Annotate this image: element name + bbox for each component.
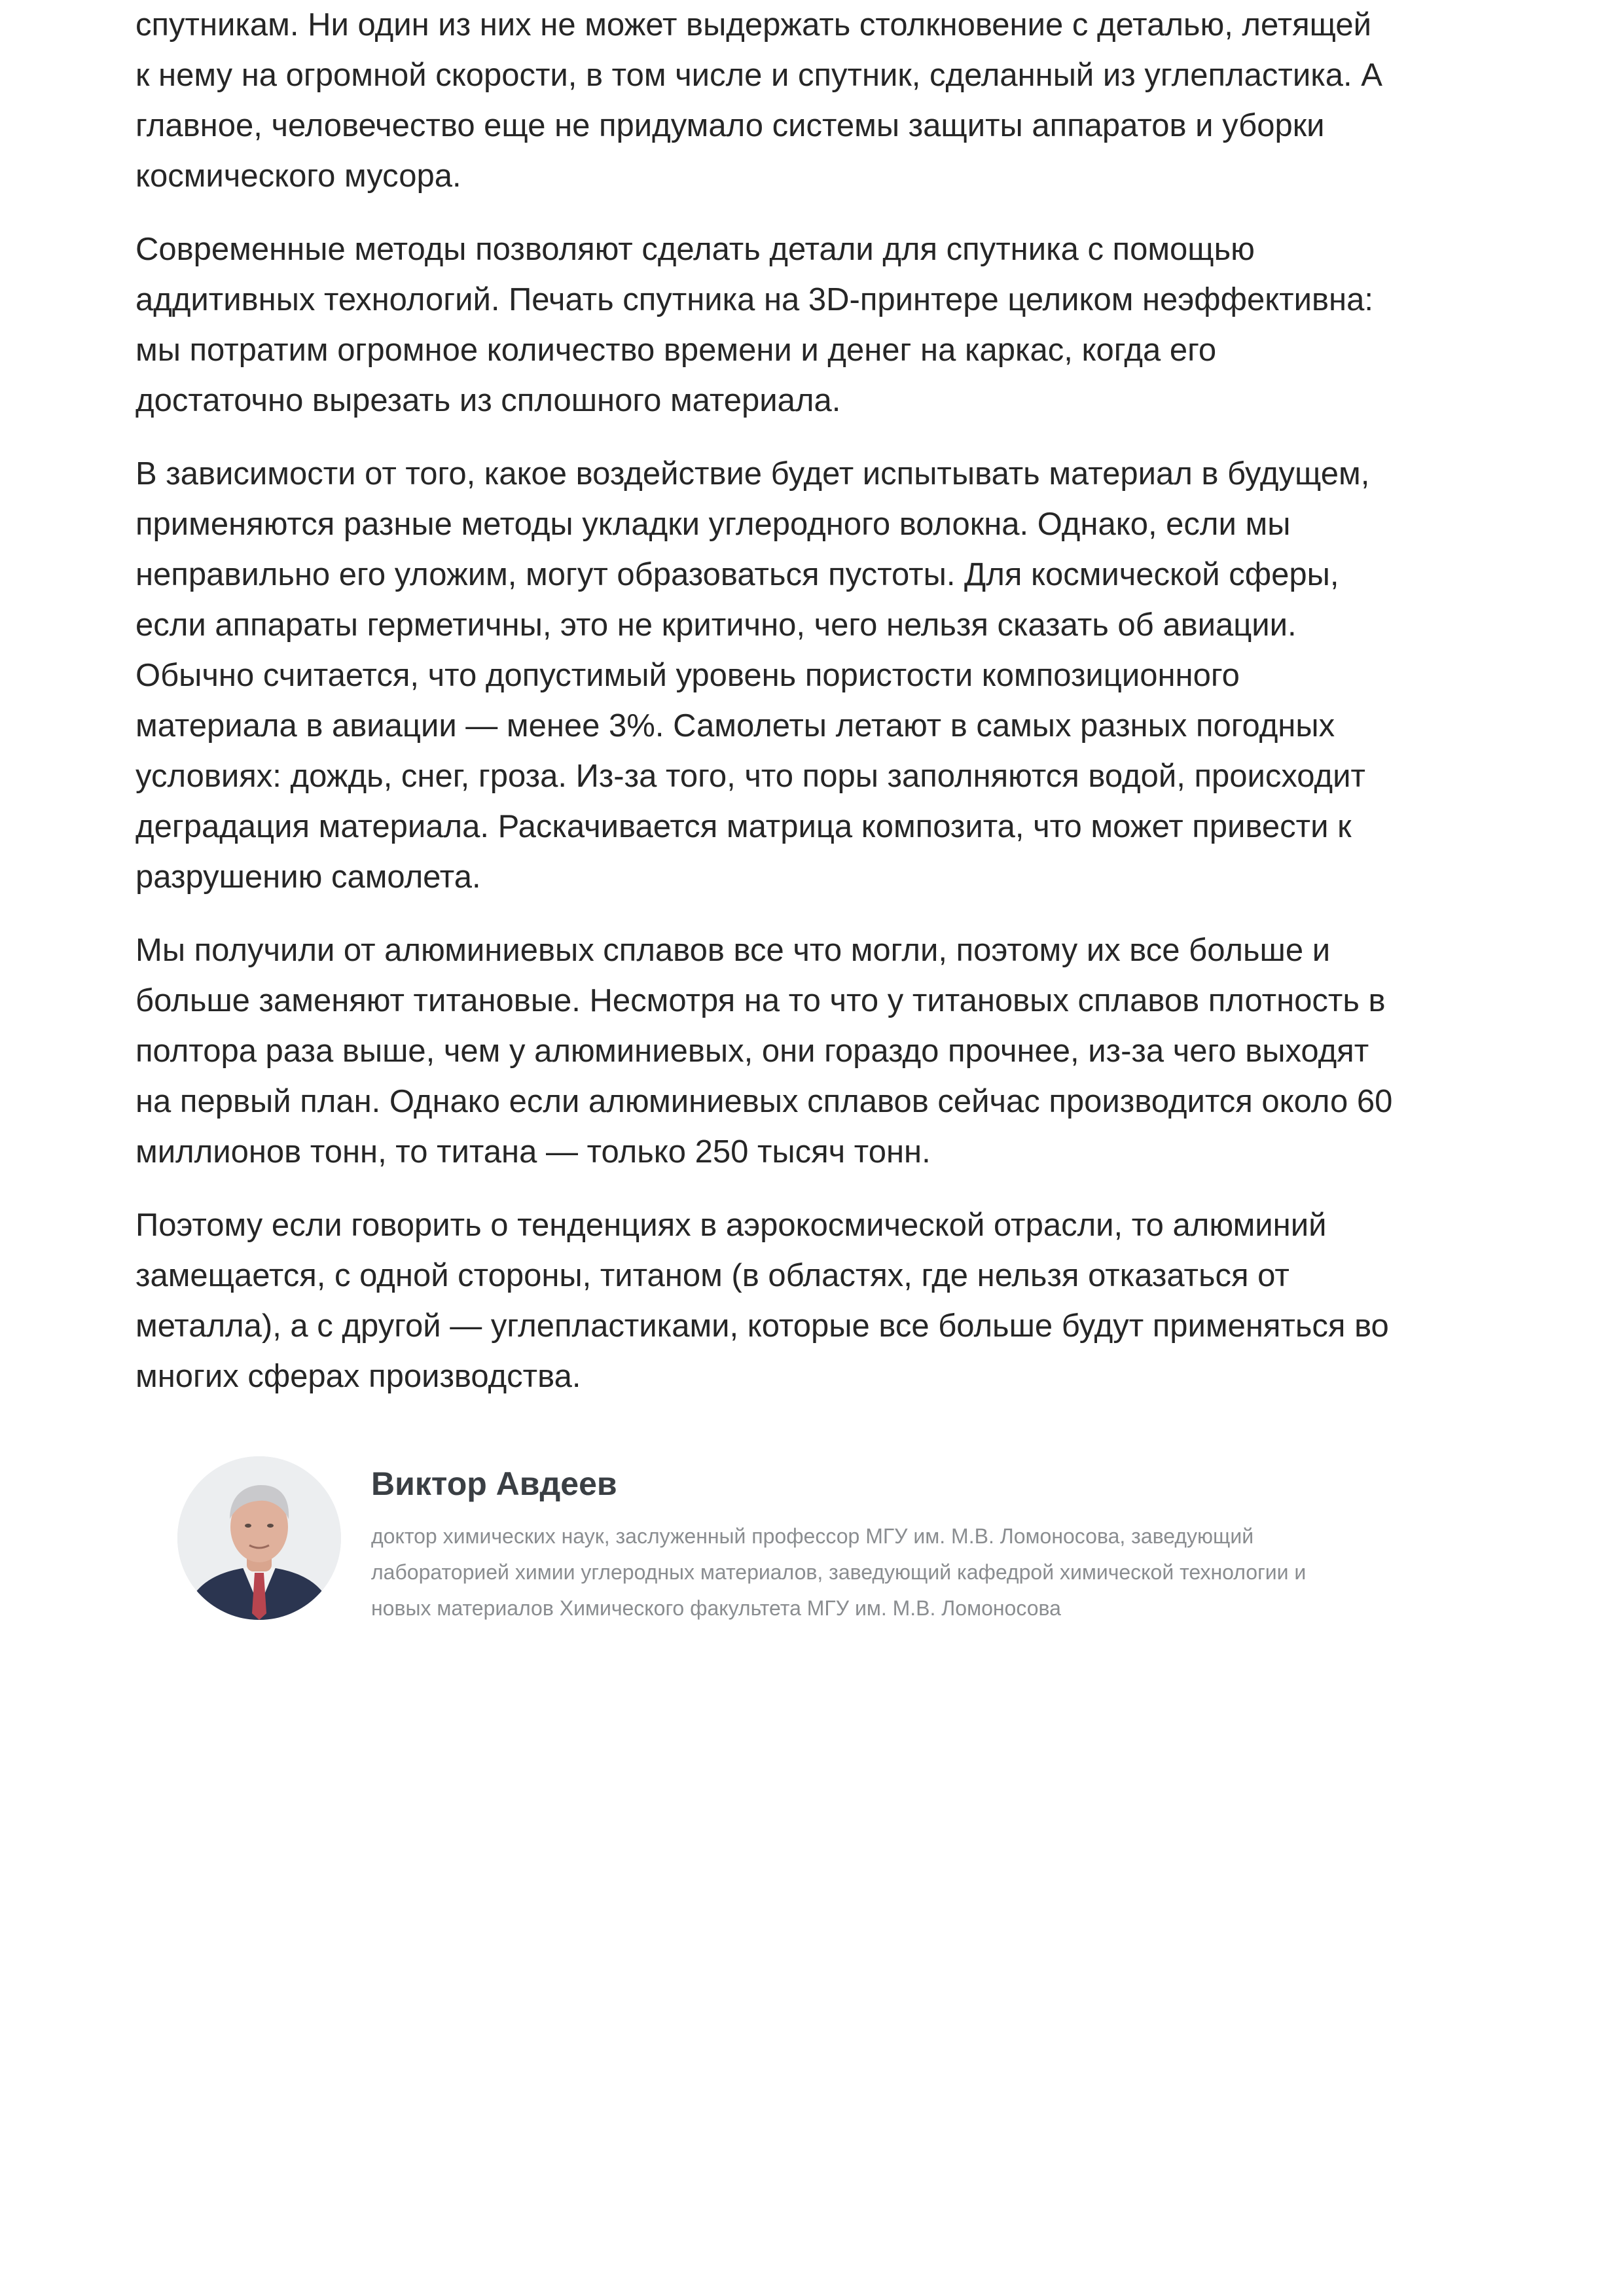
article-paragraph: Мы получили от алюминиевых сплавов все что могли, поэтому их все больше и больше заменяют титановые. Несмотря на то что у титановых сплавов плотность в полтора раза выше, чем у алюминиевых, они гораздо прочнее, из-за чего выходят на первый план. Однако если алюминиевых сплавов сейчас производится около 60 миллионов тонн, то титана — только 250 тысяч тонн. [135, 933, 1393, 1170]
avatar [177, 1456, 341, 1620]
author-bio: доктор химических наук, заслуженный профессор МГУ им. М.В. Ломоносова, заведующий лабораторией химии углеродных материалов, заведующий кафедрой химической технологии и новых материалов Химического факультета МГУ им. М.В. Ломоносова [371, 1524, 1307, 1620]
author-card [177, 1456, 1421, 1626]
person-portrait-icon [177, 1456, 341, 1620]
article-paragraph: Поэтому если говорить о тенденциях в аэрокосмической отрасли, то алюминий замещается, с одной стороны, титаном (в областях, где нельзя отказаться от металла), а с другой — углепластиками, которые все больше будут применяться во многих сферах производства. [135, 1208, 1389, 1394]
article-paragraph: спутникам. Ни один из них не может выдержать столкновение с деталью, летящей к нему на огромной скорости, в том числе и спутник, сделанный из углепластика. А главное, человечество еще не придумало системы защиты аппаратов и уборки космического мусора. [135, 7, 1382, 194]
article-paragraph: Современные методы позволяют сделать детали для спутника с помощью аддитивных технологий. Печать спутника на 3D-принтере целиком неэффективна: мы потратим огромное количество времени и денег на каркас, когда его достаточно вырезать из сплошного материала. [135, 232, 1373, 418]
author-name: Виктор Авдеев [371, 1465, 617, 1502]
article-paragraph: В зависимости от того, какое воздействие будет испытывать материал в будущем, применяются разные методы укладки углеродного волокна. Однако, если мы неправильно его уложим, могут образоваться пустоты. Для космической сферы, если аппараты герметичны, это не критично, чего нельзя сказать об авиации. Обычно считается, что допустимый уровень пористости композиционного материала в авиации — менее 3%. Самолеты летают в самых разных погодных условиях: дождь, снег, гроза. Из-за того, что поры заполняются водой, происходит деградация материала. Раскачивается матрица композита, что может привести к разрушению самолета. [135, 456, 1370, 895]
article-body [135, 0, 1517, 1425]
